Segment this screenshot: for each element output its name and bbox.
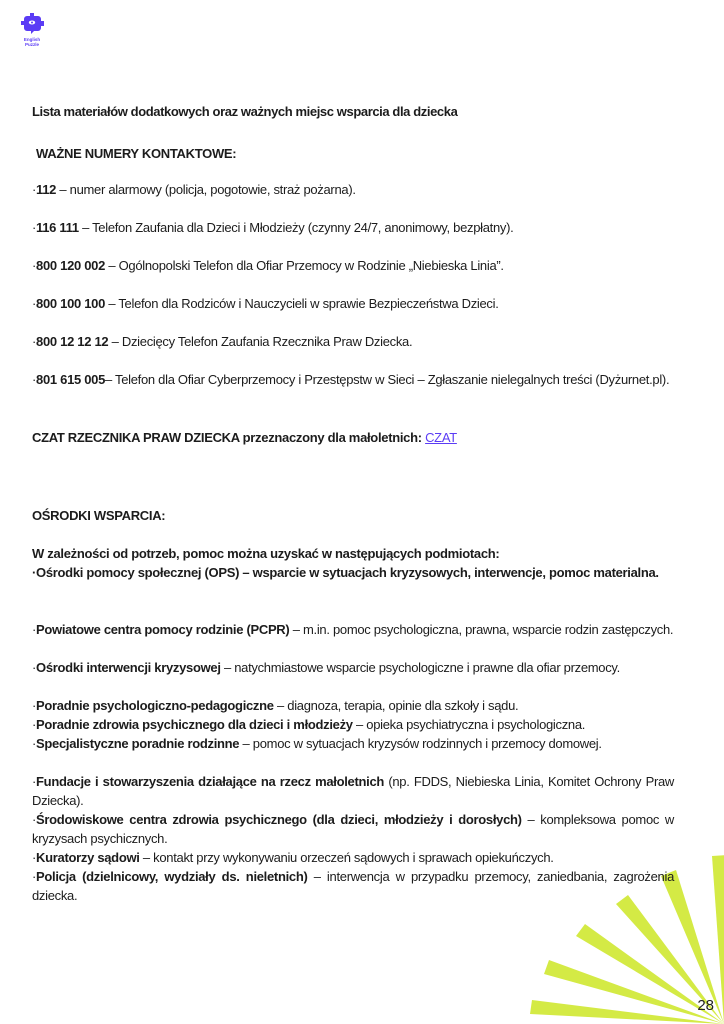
center-description: – m.in. pomoc psychologiczna, prawna, wsparcie rodzin zastępczych.	[289, 622, 674, 637]
center-description: – natychmiastowe wsparcie psychologiczne i prawne dla ofiar przemocy.	[220, 660, 620, 675]
bullet: ·	[32, 565, 37, 580]
contact-number: 801 615 005	[36, 372, 106, 387]
logo	[18, 12, 46, 47]
contact-description: – numer alarmowy (policja, pogotowie, straż pożarna).	[56, 182, 356, 197]
contact-item	[32, 332, 674, 351]
puzzle-logo-icon	[19, 12, 45, 36]
center-item	[32, 658, 674, 677]
chat-line	[32, 428, 674, 447]
bullet: ·	[32, 220, 37, 235]
contact-item	[32, 256, 674, 275]
center-name: Fundacje i stowarzyszenia działające na rzecz małoletnich	[36, 774, 385, 789]
logo-line-1: English	[23, 37, 41, 42]
center-item	[32, 563, 674, 582]
contacts-heading: WAŻNE NUMERY KONTAKTOWE:	[36, 146, 237, 161]
contact-description: – Dziecięcy Telefon Zaufania Rzecznika Praw Dziecka.	[108, 334, 413, 349]
contact-description: – Telefon dla Ofiar Cyberprzemocy i Przestępstw w Sieci – Zgłaszanie nielegalnych treści (Dyżurnet.pl).	[105, 372, 670, 387]
bullet: ·	[32, 372, 37, 387]
bullet: ·	[32, 717, 37, 732]
page-number: 28	[697, 997, 714, 1014]
contact-number: 800 12 12 12	[36, 334, 109, 349]
center-item	[32, 620, 674, 639]
contact-description: – Telefon dla Rodziców i Nauczycieli w sprawie Bezpieczeństwa Dzieci.	[105, 296, 499, 311]
centers-intro: W zależności od potrzeb, pomoc można uzyskać w następujących podmiotach:	[32, 546, 500, 561]
page-title: Lista materiałów dodatkowych oraz ważnych miejsc wsparcia dla dziecka	[32, 104, 458, 119]
center-description: – kontakt przy wykonywaniu orzeczeń sądowych i sprawach opiekuńczych.	[139, 850, 554, 865]
contact-item	[32, 294, 674, 313]
center-ops: Ośrodki pomocy społecznej (OPS) – wsparcie w sytuacjach kryzysowych, interwencje, pomoc materialna.	[36, 565, 659, 580]
center-name: Środowiskowe centra zdrowia psychicznego (dla dzieci, młodzieży i dorosłych)	[36, 812, 522, 827]
bullet: ·	[32, 182, 37, 197]
bullet: ·	[32, 660, 37, 675]
center-name: Ośrodki interwencji kryzysowej	[36, 660, 221, 675]
contact-number: 800 100 100	[36, 296, 106, 311]
center-item	[32, 867, 674, 905]
center-name: Poradnie psychologiczno-pedagogiczne	[36, 698, 274, 713]
bullet: ·	[32, 869, 37, 884]
center-item	[32, 715, 674, 734]
center-description: – pomoc w sytuacjach kryzysów rodzinnych i przemocy domowej.	[239, 736, 602, 751]
logo-line-2: Puzzle	[24, 42, 39, 47]
center-item	[32, 810, 674, 848]
bullet: ·	[32, 812, 37, 827]
logo-text	[18, 37, 46, 47]
centers-heading: OŚRODKI WSPARCIA:	[32, 508, 166, 523]
center-name: Powiatowe centra pomocy rodzinie (PCPR)	[36, 622, 290, 637]
center-description: – diagnoza, terapia, opinie dla szkoły i sądu.	[273, 698, 519, 713]
chat-link[interactable]: CZAT	[425, 430, 457, 445]
contact-number: 116 111	[36, 220, 79, 235]
bullet: ·	[32, 736, 37, 751]
bullet: ·	[32, 258, 37, 273]
center-item	[32, 734, 674, 753]
bullet: ·	[32, 622, 37, 637]
center-description: (np. FDDS, Niebieska Linia, Komitet Ochrony Praw Dziecka).	[32, 774, 674, 808]
contact-number: 112	[36, 182, 57, 197]
center-item	[32, 772, 674, 810]
contact-item	[32, 180, 674, 199]
center-item	[32, 696, 674, 715]
center-name: Kuratorzy sądowi	[36, 850, 140, 865]
contact-item	[32, 370, 674, 389]
bullet: ·	[32, 296, 37, 311]
center-item	[32, 848, 674, 867]
center-name: Poradnie zdrowia psychicznego dla dzieci i młodzieży	[36, 717, 353, 732]
chat-label: CZAT RZECZNIKA PRAW DZIECKA przeznaczony dla małoletnich:	[32, 430, 426, 445]
center-name: Specjalistyczne poradnie rodzinne	[36, 736, 240, 751]
center-description: – interwencja w przypadku przemocy, zaniedbania, zagrożenia dziecka.	[32, 869, 674, 903]
contact-item	[32, 218, 674, 237]
contact-description: – Ogólnopolski Telefon dla Ofiar Przemocy w Rodzinie „Niebieska Linia”.	[105, 258, 504, 273]
contact-number: 800 120 002	[36, 258, 106, 273]
bullet: ·	[32, 850, 37, 865]
bullet: ·	[32, 334, 37, 349]
center-description: – opieka psychiatryczna i psychologiczna.	[352, 717, 586, 732]
center-name: Policja (dzielnicowy, wydziały ds. nieletnich)	[36, 869, 308, 884]
center-description: – kompleksowa pomoc w kryzysach psychicznych.	[32, 812, 674, 846]
bullet: ·	[32, 774, 37, 789]
bullet: ·	[32, 698, 37, 713]
contact-description: – Telefon Zaufania dla Dzieci i Młodzieży (czynny 24/7, anonimowy, bezpłatny).	[78, 220, 514, 235]
